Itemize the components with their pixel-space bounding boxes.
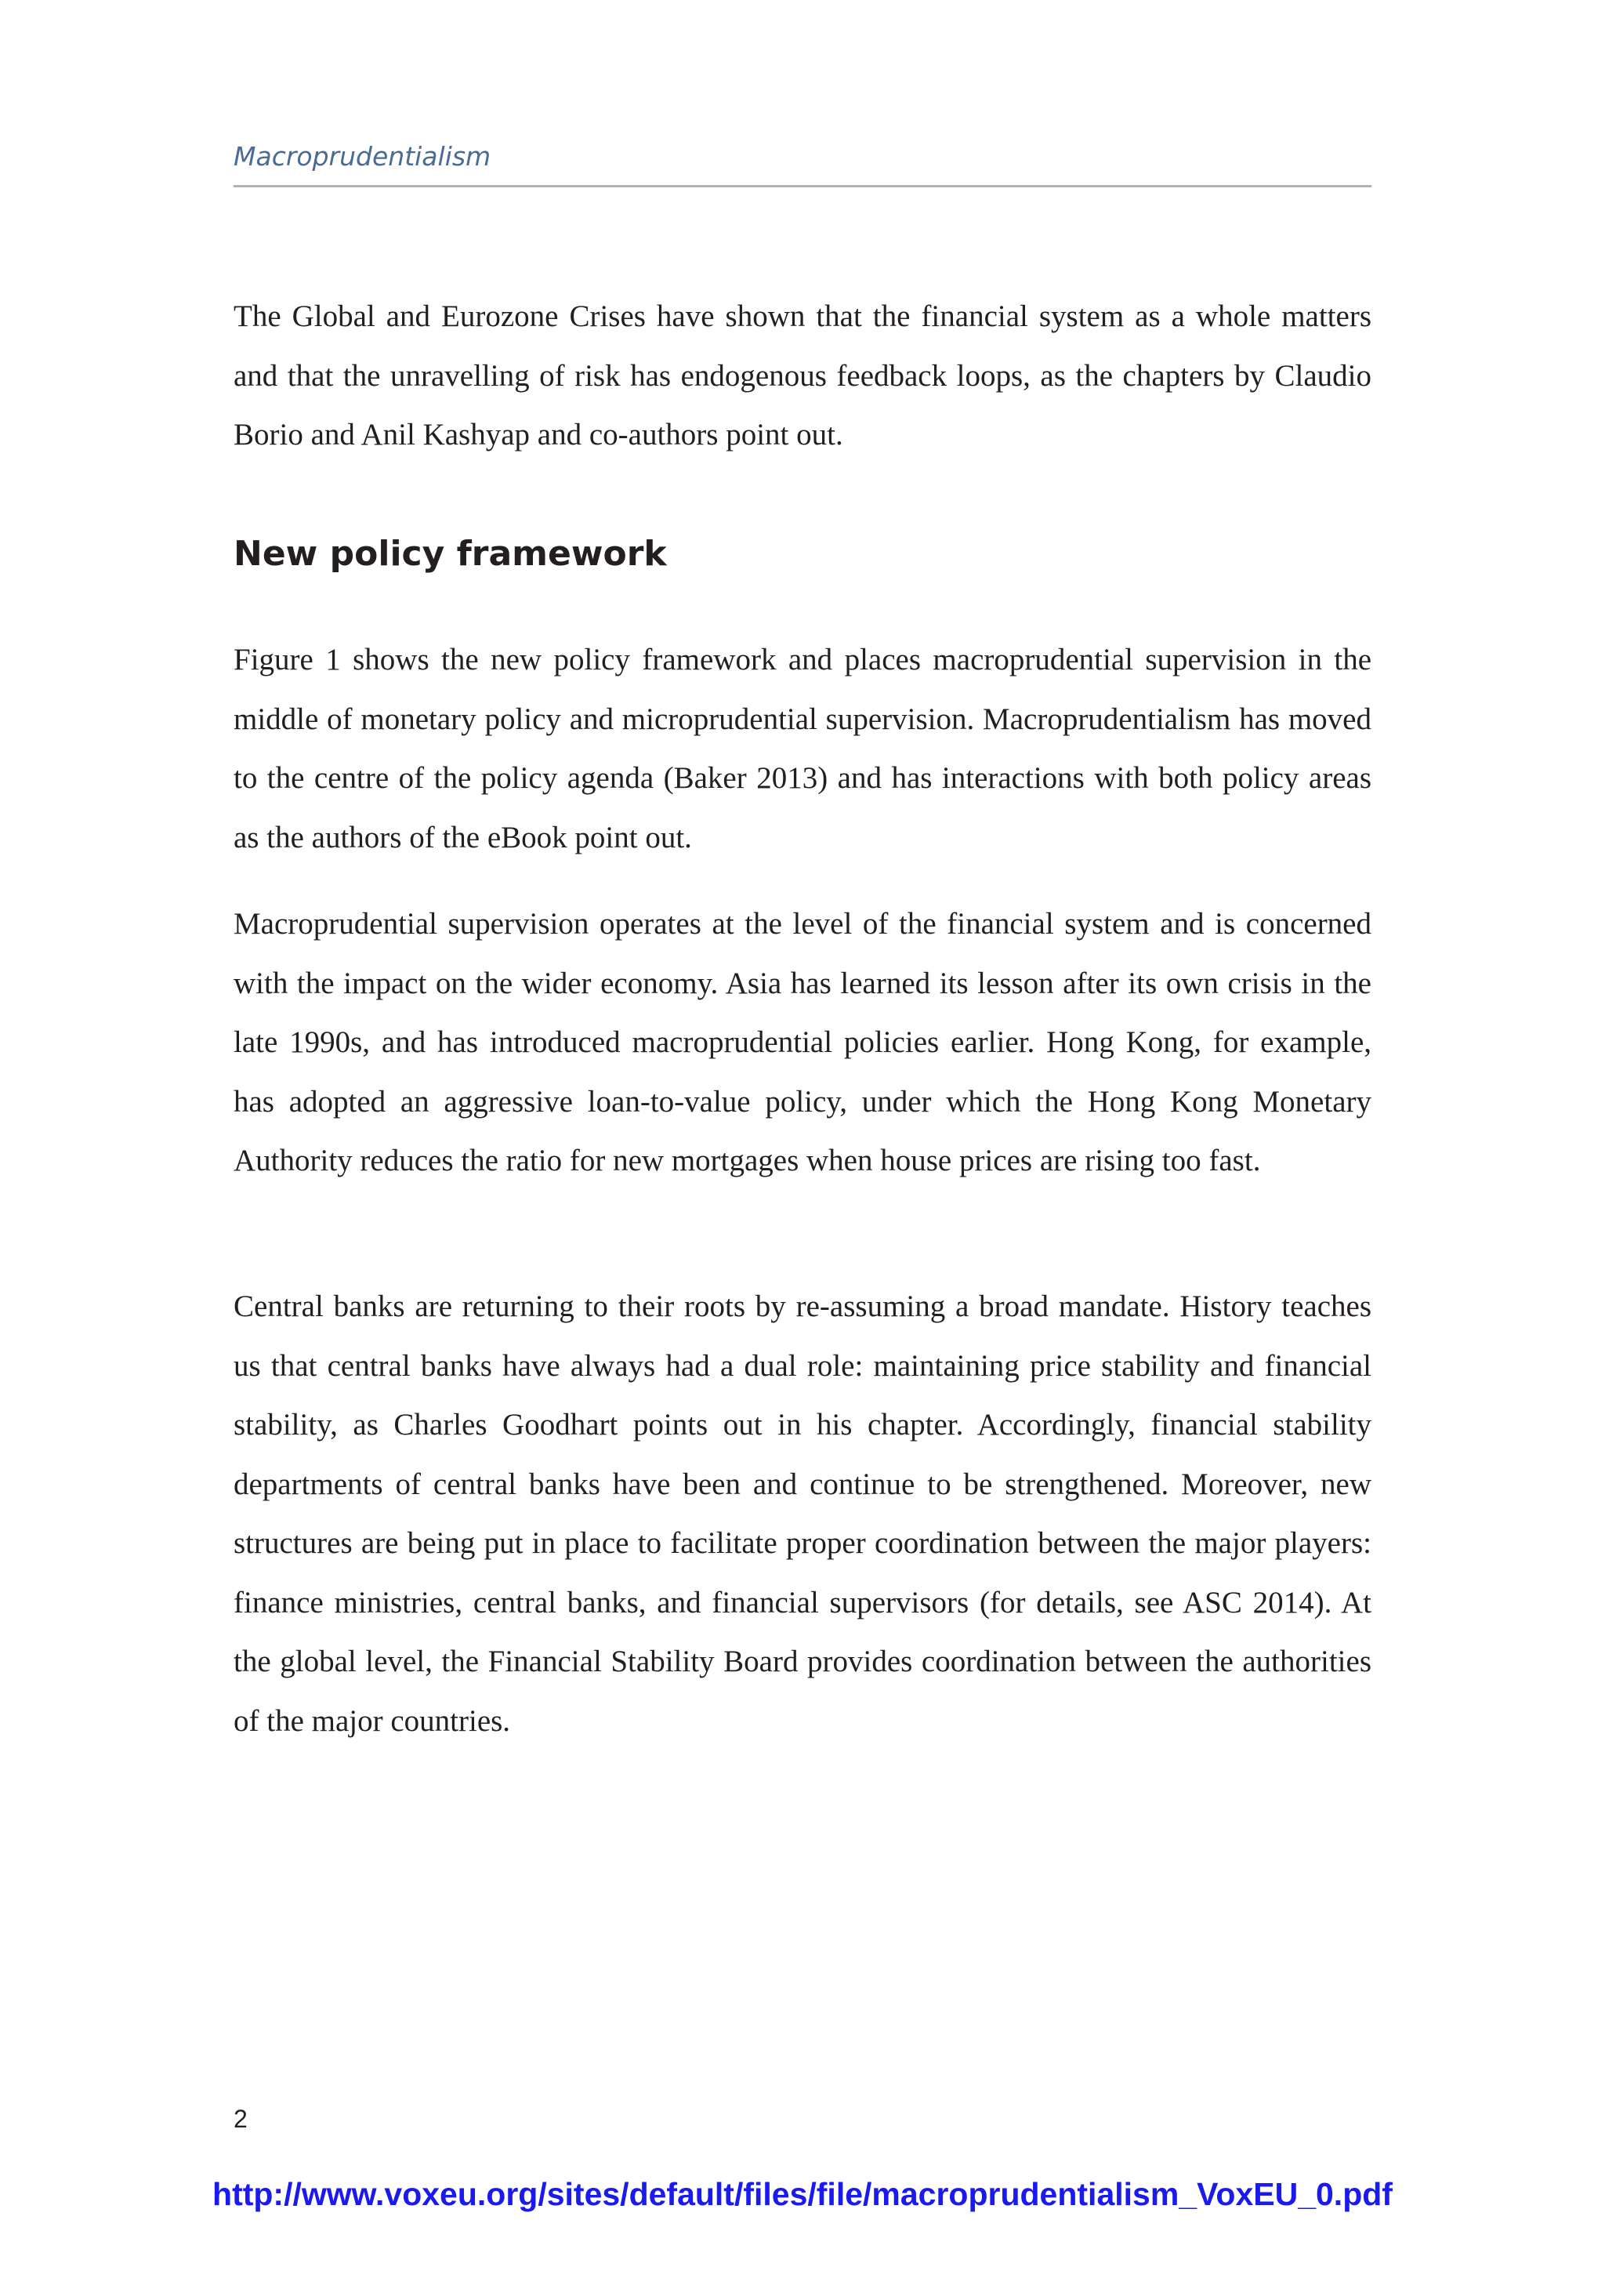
- source-url-link[interactable]: http://www.voxeu.org/sites/default/files/file/macroprudentialism_VoxEU_0.pdf: [212, 2176, 1393, 2212]
- body-paragraph-3: Central banks are returning to their roots by re-assuming a broad mandate. History teaches us that central banks have always had a dual role: maintaining price stability and financial stability, as Charles Goodhart points out in his chapter. Accordingly, financial stability departments of central banks have been and continue to be strengthened. Moreover, new structures are being put in place to facilitate proper coordination between the major players: finance ministries, central banks, and financial supervisors (for details, see ASC 2014). At the global level, the Financial Stability Board provides coordination between the authorities of the major countries.: [234, 1289, 1371, 1738]
- header-rule: [234, 185, 1371, 187]
- section-heading: New policy framework: [234, 534, 667, 574]
- page-number: 2: [234, 2105, 248, 2133]
- body-paragraph-2: Macroprudential supervision operates at the level of the financial system and is concerned with the impact on the wider economy. Asia has learned its lesson after its own crisis in the late 1990s, and has introduced macroprudential policies earlier. Hong Kong, for example, has adopted an aggressive loan-to-value policy, under which the Hong Kong Monetary Authority reduces the ratio for new mortgages when house prices are rising too fast.: [234, 907, 1371, 1177]
- body-paragraph-1: Figure 1 shows the new policy framework and places macroprudential supervision in the middle of monetary policy and microprudential supervision. Macroprudentialism has moved to the centre of the policy agenda (Baker 2013) and has interactions with both policy areas as the authors of the eBook point out.: [234, 643, 1371, 854]
- running-header-title: Macroprudentialism: [234, 141, 491, 172]
- intro-paragraph: The Global and Eurozone Crises have shown that the financial system as a whole matters and that the unravelling of risk has endogenous feedback loops, as the chapters by Claudio Borio and Anil Kashyap and co-authors point out.: [234, 299, 1371, 452]
